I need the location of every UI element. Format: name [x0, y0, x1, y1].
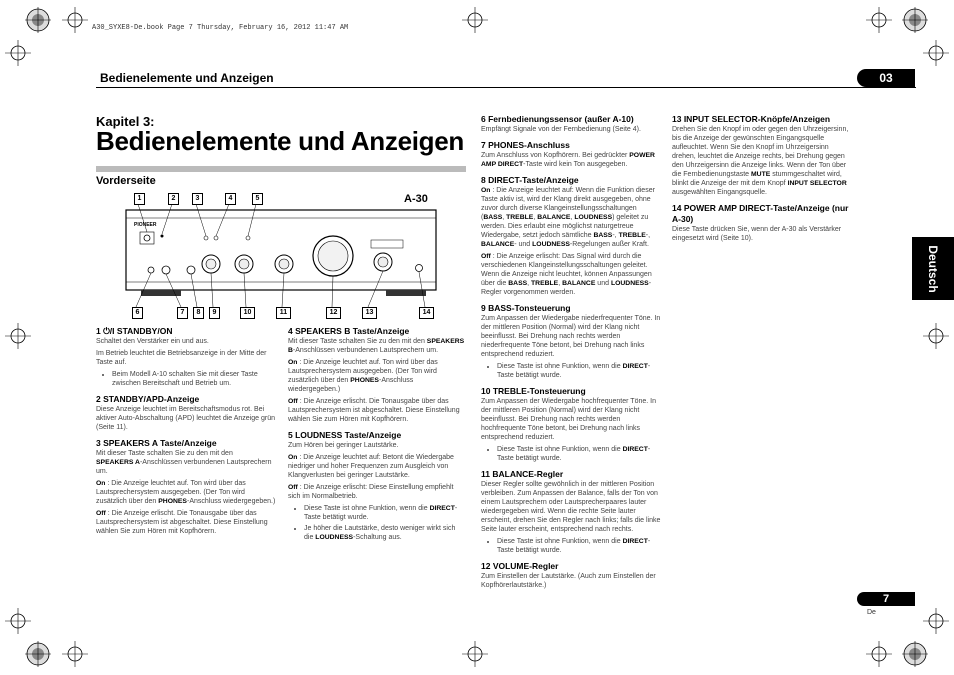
- chapter-number-badge: 03: [857, 69, 915, 87]
- crosshair-mark-icon: [62, 7, 88, 33]
- item-heading: 7 PHONES-Anschluss: [481, 140, 570, 150]
- item-heading: 6 Fernbedienungssensor (außer A-10): [481, 114, 634, 124]
- bullet-list: [481, 362, 661, 380]
- item-text: Empfängt Signale von der Fernbedienung (Seite 4).: [481, 126, 641, 133]
- item-heading: 2 STANDBY/APD-Anzeige: [96, 394, 200, 404]
- item-text: Zum Hören bei geringer Lautstärke.: [288, 442, 399, 449]
- item-text: Off : Die Anzeige erlischt: Das Signal wird durch die verschiedenen Klangeinstellungsschaltungen geleitet. Wenn die Anzeige nicht leuchtet, können Anpassungen über die BASS, TREBLE, BALANCE und LOUDNESS-Regler vorgenommen werden.: [481, 253, 652, 296]
- bullet-list: [481, 445, 661, 463]
- item-text: Mit dieser Taste schalten Sie zu den mit den SPEAKERS A-Anschlüssen verbundenen Lautsprechern um.: [96, 450, 272, 475]
- item-text: Im Betrieb leuchtet die Betriebsanzeige in der Mitte der Taste auf.: [96, 350, 267, 366]
- callout-11: 11: [276, 307, 291, 319]
- registration-mark-icon: [25, 7, 51, 33]
- item-text: Diese Taste drücken Sie, wenn der A-30 als Verstärker eingesetzt wird (Seite 10).: [672, 226, 842, 242]
- bullet-list: [481, 537, 661, 555]
- callout-1: 1: [134, 193, 145, 205]
- item-heading: 5 LOUDNESS Taste/Anzeige: [288, 430, 402, 440]
- list-item: • Diese Taste ist ohne Funktion, wenn die DIRECT-Taste betätigt wurde.: [497, 537, 661, 555]
- callout-2: 2: [168, 193, 179, 205]
- section-heading: Vorderseite: [96, 175, 156, 187]
- crosshair-mark-icon: [462, 7, 488, 33]
- amplifier-front-panel: [96, 190, 466, 320]
- item-text: Off : Die Anzeige erlischt. Die Tonausgabe über das Lautsprechersystem ist abgeschaltet. Diese Einstellung wählen Sie zum Hören mit Kopfhörern.: [288, 398, 460, 423]
- item-text: Zum Anschluss von Kopfhörern. Bei gedrückter POWER AMP DIRECT-Taste wird kein Ton ausgegeben.: [481, 152, 655, 168]
- item-text: Dieser Regler sollte gewöhnlich in der mittleren Position verbleiben. Zum Anpassen der Balance, falls der Ton von einem Lautsprechern oder Lautsprecherpaares lauter wiedergegeben wird. Wenn die rechte Seite lauter erscheint, drehen Sie den Regler nach links; falls die linke Seite lauter erscheint, entsprechend nach rechts.: [481, 481, 661, 533]
- crosshair-mark-icon: [866, 7, 892, 33]
- item-text: On : Die Anzeige leuchtet auf: Wenn die Funktion dieser Taste aktiv ist, wird der Klang direkt ausgegeben, ohne zuvor durch diverse Klangeinstellungsschaltungen (BASS, TREBLE, BALANCE, LOUDNESS) geleitet zu werden. Dies erlaubt eine möglichst naturgetreue Wiedergabe, setzt jedoch sämtliche BASS-, TREBLE-, BALANCE- und LOUDNESS-Regelungen außer Kraft.: [481, 187, 655, 248]
- bullet-list: [96, 370, 276, 388]
- crosshair-mark-icon: [866, 641, 892, 667]
- crosshair-mark-icon: [5, 40, 31, 66]
- item-heading: 1 ⏻/I STANDBY/ON: [96, 326, 173, 336]
- item-heading: 3 SPEAKERS A Taste/Anzeige: [96, 438, 217, 448]
- crosshair-mark-icon: [923, 608, 949, 634]
- list-item: • Je höher die Lautstärke, desto weniger wirkt sich die LOUDNESS-Schaltung aus.: [304, 524, 466, 542]
- item-heading: 11 BALANCE-Regler: [481, 469, 564, 479]
- item-heading: 9 BASS-Tonsteuerung: [481, 303, 571, 313]
- column-2: [288, 326, 466, 545]
- list-item: • Diese Taste ist ohne Funktion, wenn die DIRECT-Taste betätigt wurde.: [497, 362, 661, 380]
- callout-14: 14: [419, 307, 434, 319]
- list-item: • Beim Modell A-10 schalten Sie mit dieser Taste zwischen Bereitschaft und Betrieb um.: [112, 370, 276, 388]
- item-text: Off : Die Anzeige erlischt. Die Tonausgabe über das Lautsprechersystem ist abgeschaltet. Diese Einstellung wählen Sie zum Hören mit Kopfhörern.: [96, 510, 268, 535]
- registration-mark-icon: [902, 641, 928, 667]
- item-text: On : Die Anzeige leuchtet auf: Betont die Wiedergabe niedriger und hoher Frequenzen zum Ausgleich von Klangverlusten bei geringer Lautstärke.: [288, 454, 454, 479]
- item-text: On : Die Anzeige leuchtet auf. Ton wird über das Lautsprechersystem ausgegeben. (Der Ton wird zusätzlich über den PHONES-Anschluss wiedergegeben.): [96, 480, 276, 505]
- column-3: [481, 114, 661, 593]
- page-language-code: De: [867, 609, 876, 616]
- crosshair-mark-icon: [62, 641, 88, 667]
- item-text: Zum Anpassen der Wiedergabe niederfrequenter Töne. In der mittleren Position (Normal) wird der Klang nicht beeinflusst. Bei Drehung nach rechts werden niederfrequente Töne betont, bei Drehung nach links entsprechend reduziert.: [481, 315, 661, 358]
- bullet-list: [288, 504, 466, 542]
- callout-13: 13: [362, 307, 377, 319]
- callout-12: 12: [326, 307, 341, 319]
- callout-7: 7: [177, 307, 188, 319]
- chapter-label: Kapitel 3:: [96, 114, 155, 129]
- crosshair-mark-icon: [5, 323, 31, 349]
- crosshair-mark-icon: [923, 323, 949, 349]
- list-item: • Diese Taste ist ohne Funktion, wenn die DIRECT-Taste betätigt wurde.: [497, 445, 661, 463]
- front-panel-illustration: [96, 190, 466, 320]
- item-text: Zum Einstellen der Lautstärke. (Auch zum Einstellen der Kopfhörerlautstärke.): [481, 573, 656, 589]
- item-text: Diese Anzeige leuchtet im Bereitschaftsmodus rot. Bei aktiver Auto-Abschaltung (APD) leuchtet die Anzeige grün (Seite 11).: [96, 406, 275, 431]
- language-tab: [912, 237, 954, 300]
- item-text: On : Die Anzeige leuchtet auf. Ton wird über das Lautsprechersystem ausgegeben. (Der Ton wird zusätzlich über den PHONES-Anschluss wiedergegeben.): [288, 359, 438, 393]
- callout-10: 10: [240, 307, 255, 319]
- running-header-title: Bedienelemente und Anzeigen: [100, 71, 274, 85]
- registration-mark-icon: [25, 641, 51, 667]
- item-text: Schaltet den Verstärker ein und aus.: [96, 338, 209, 345]
- running-header: [96, 69, 916, 88]
- callout-9: 9: [209, 307, 220, 319]
- item-text: Zum Anpassen der Wiedergabe hochfrequenter Töne. In der mittleren Position (Normal) wird der Klang nicht beeinflusst. Bei Drehung nach rechts werden hochfrequente Töne betont, bei Drehung nach links entsprechend reduziert.: [481, 398, 656, 441]
- list-item: • Diese Taste ist ohne Funktion, wenn die DIRECT-Taste betätigt wurde.: [304, 504, 466, 522]
- item-heading: 4 SPEAKERS B Taste/Anzeige: [288, 326, 410, 336]
- item-heading: 13 INPUT SELECTOR-Knöpfe/Anzeigen: [672, 114, 831, 124]
- language-tab-label: Deutsch: [926, 244, 940, 293]
- crosshair-mark-icon: [462, 641, 488, 667]
- callout-5: 5: [252, 193, 263, 205]
- crosshair-mark-icon: [5, 608, 31, 634]
- callout-6: 6: [132, 307, 143, 319]
- print-info-line: A30_SYXE8-De.book Page 7 Thursday, February 16, 2012 11:47 AM: [92, 24, 349, 32]
- svg-text:PIONEER: PIONEER: [134, 222, 157, 228]
- model-label: A-30: [404, 193, 428, 205]
- column-1: [96, 326, 276, 539]
- item-text: Mit dieser Taste schalten Sie zu den mit den SPEAKERS B-Anschlüssen verbundenen Lautsprechern um.: [288, 338, 465, 354]
- item-heading: 8 DIRECT-Taste/Anzeige: [481, 175, 579, 185]
- item-heading: 14 POWER AMP DIRECT-Taste/Anzeige (nur A-30): [672, 203, 849, 224]
- item-text: Drehen Sie den Knopf im oder gegen den Uhrzeigersinn, bis die Anzeige der gewünschten Eingangsquelle aufleuchtet. Wenn Sie den Knopf im Uhrzeigersinn drehen, leuchtet die Anzeige rechts, bei Drehung gegen den Uhrzeigersinn die Anzeige links. Wenn der Ton über die Fernbedienungstaste MUTE stummgeschaltet wird, blinkt die Anzeige der mit dem Knopf INPUT SELECTOR ausgewählten Eingangsquelle.: [672, 126, 849, 196]
- section-divider: [96, 166, 466, 172]
- callout-3: 3: [192, 193, 203, 205]
- item-heading: 10 TREBLE-Tonsteuerung: [481, 386, 586, 396]
- callout-8: 8: [193, 307, 204, 319]
- item-heading: 12 VOLUME-Regler: [481, 561, 559, 571]
- page-number: 7: [857, 592, 915, 606]
- item-text: Off : Die Anzeige erlischt: Diese Einstellung empfiehlt sich im Normalbetrieb.: [288, 484, 454, 500]
- column-4: [672, 114, 852, 246]
- registration-mark-icon: [902, 7, 928, 33]
- page-title: Bedienelemente und Anzeigen: [96, 126, 464, 156]
- crosshair-mark-icon: [923, 40, 949, 66]
- callout-4: 4: [225, 193, 236, 205]
